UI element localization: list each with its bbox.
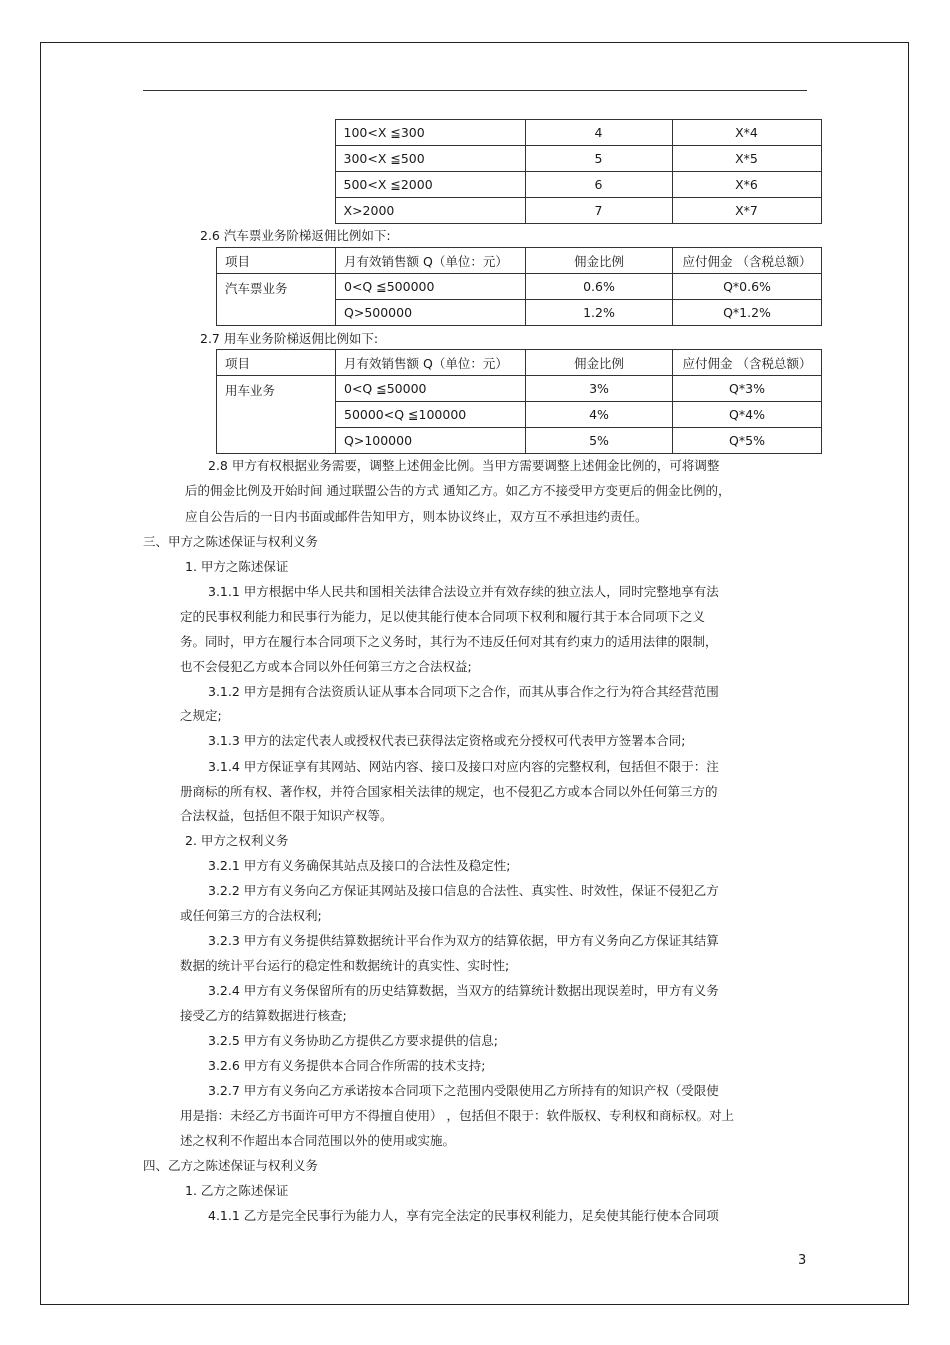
table-cell: 500<X ≦2000 [335, 172, 525, 198]
table-cell: Q*5% [673, 428, 822, 454]
table-header: 应付佣金 （含税总额） [673, 350, 822, 376]
section-heading: 四、乙方之陈述保证与权利义务 [143, 1158, 319, 1173]
section-heading: 三、甲方之陈述保证与权利义务 [143, 534, 319, 549]
text-line: 后的佣金比例及开始时间 通过联盟公告的方式 通知乙方。如乙方不接受甲方变更后的佣金比例的， [185, 483, 731, 498]
text-line: 3.2.5 甲方有义务协助乙方提供乙方要求提供的信息; [208, 1033, 498, 1048]
text-line: 3.1.3 甲方的法定代表人或授权代表已获得法定资格或充分授权可代表甲方签署本合同; [208, 733, 686, 748]
table-header: 项目 [217, 248, 336, 274]
table-cell: 0.6% [526, 274, 673, 300]
subsection-heading: 2. 甲方之权利义务 [185, 833, 289, 848]
table-cell: 6 [525, 172, 672, 198]
text-line: 3.2.3 甲方有义务提供结算数据统计平台作为双方的结算依据，甲方有义务向乙方保证其结算 [208, 933, 719, 948]
table-header: 月有效销售额 Q（单位：元） [336, 248, 526, 274]
text-line: 应自公告后的一日内书面或邮件告知甲方，则本协议终止，双方互不承担违约责任。 [185, 509, 648, 524]
table-cell: Q*3% [673, 376, 822, 402]
text-line: 定的民事权利能力和民事行为能力，足以使其能行使本合同项下权利和履行其于本合同项下之义 [180, 609, 706, 624]
table-cell: X*7 [672, 198, 821, 224]
table-cell: Q>100000 [336, 428, 526, 454]
text-line: 也不会侵犯乙方或本合同以外任何第三方之合法权益; [180, 659, 472, 674]
text-line: 3.2.2 甲方有义务向乙方保证其网站及接口信息的合法性、真实性、时效性，保证不侵犯乙方 [208, 883, 719, 898]
text-line: 2.8 甲方有权根据业务需要，调整上述佣金比例。当甲方需要调整上述佣金比例的，可将调整 [208, 458, 720, 473]
text-line: 之规定; [180, 708, 222, 723]
table-cell: X*4 [672, 120, 821, 146]
text-line: 3.1.2 甲方是拥有合法资质认证从事本合同项下之合作，而其从事合作之行为符合其经营范围 [208, 684, 719, 699]
page-number: 3 [798, 1253, 807, 1268]
table-cell: 5% [526, 428, 673, 454]
table-cell: 3% [526, 376, 673, 402]
table-cell: Q*1.2% [673, 300, 822, 326]
text-line: 册商标的所有权、著作权，并符合国家相关法律的规定，也不侵犯乙方或本合同以外任何第三方的 [180, 784, 718, 799]
table-cell: 0<Q ≦500000 [336, 274, 526, 300]
table-cell: X>2000 [335, 198, 525, 224]
table-header: 应付佣金 （含税总额） [673, 248, 822, 274]
car-service-commission-table [216, 349, 822, 454]
table-item-cell: 用车业务 [217, 376, 336, 454]
table-cell: 5 [525, 146, 672, 172]
text-line: 用是指：未经乙方书面许可甲方不得擅自使用） ，包括但不限于：软件版权、专利权和商标权。对上 [180, 1108, 734, 1123]
table-header: 月有效销售额 Q（单位：元） [336, 350, 526, 376]
text-line: 3.2.7 甲方有义务向乙方承诺按本合同项下之范围内受限使用乙方所持有的知识产权（受限使 [208, 1083, 719, 1098]
table-cell: 50000<Q ≦100000 [336, 402, 526, 428]
text-line: 3.1.4 甲方保证享有其网站、网站内容、接口及接口对应内容的完整权利，包括但不限于：注 [208, 759, 719, 774]
table-item-cell: 汽车票业务 [217, 274, 336, 326]
table-cell: 4 [525, 120, 672, 146]
table-cell: X*6 [672, 172, 821, 198]
table-cell: 4% [526, 402, 673, 428]
table-header: 佣金比例 [526, 248, 673, 274]
text-line: 或任何第三方的合法权利; [180, 908, 322, 923]
bus-ticket-commission-table [216, 247, 822, 326]
text-line: 3.2.4 甲方有义务保留所有的历史结算数据，当双方的结算统计数据出现误差时，甲方有义务 [208, 983, 719, 998]
table-cell: Q>500000 [336, 300, 526, 326]
subsection-heading: 1. 乙方之陈述保证 [185, 1183, 289, 1198]
header-rule [143, 90, 807, 91]
text-line: 务。同时，甲方在履行本合同项下之义务时，其行为不违反任何对其有约束力的适用法律的限制， [180, 634, 718, 649]
table-header: 项目 [217, 350, 336, 376]
table-cell: 0<Q ≦50000 [336, 376, 526, 402]
table-cell: Q*4% [673, 402, 822, 428]
text-line: 3.1.1 甲方根据中华人民共和国相关法律合法设立并有效存续的独立法人，同时完整地享有法 [208, 584, 719, 599]
table-cell: 7 [525, 198, 672, 224]
text-line: 数据的统计平台运行的稳定性和数据统计的真实性、实时性; [180, 958, 510, 973]
tier-table-continued [216, 119, 822, 224]
text-line: 述之权利不作超出本合同范围以外的使用或实施。 [180, 1133, 456, 1148]
section-2-6-heading: 2.6 汽车票业务阶梯返佣比例如下: [200, 228, 391, 243]
text-line: 3.2.1 甲方有义务确保其站点及接口的合法性及稳定性; [208, 858, 511, 873]
table-cell: X*5 [672, 146, 821, 172]
table-cell: 1.2% [526, 300, 673, 326]
table-merged-cell [216, 120, 335, 224]
text-line: 3.2.6 甲方有义务提供本合同合作所需的技术支持; [208, 1058, 486, 1073]
text-line: 接受乙方的结算数据进行核查; [180, 1008, 347, 1023]
table-cell: Q*0.6% [673, 274, 822, 300]
text-line: 4.1.1 乙方是完全民事行为能力人，享有完全法定的民事权利能力，足矣使其能行使本合同项 [208, 1208, 719, 1223]
subsection-heading: 1. 甲方之陈述保证 [185, 559, 289, 574]
section-2-7-heading: 2.7 用车业务阶梯返佣比例如下: [200, 331, 379, 346]
table-header: 佣金比例 [526, 350, 673, 376]
text-line: 合法权益，包括但不限于知识产权等。 [180, 808, 393, 823]
table-cell: 300<X ≦500 [335, 146, 525, 172]
table-cell: 100<X ≦300 [335, 120, 525, 146]
